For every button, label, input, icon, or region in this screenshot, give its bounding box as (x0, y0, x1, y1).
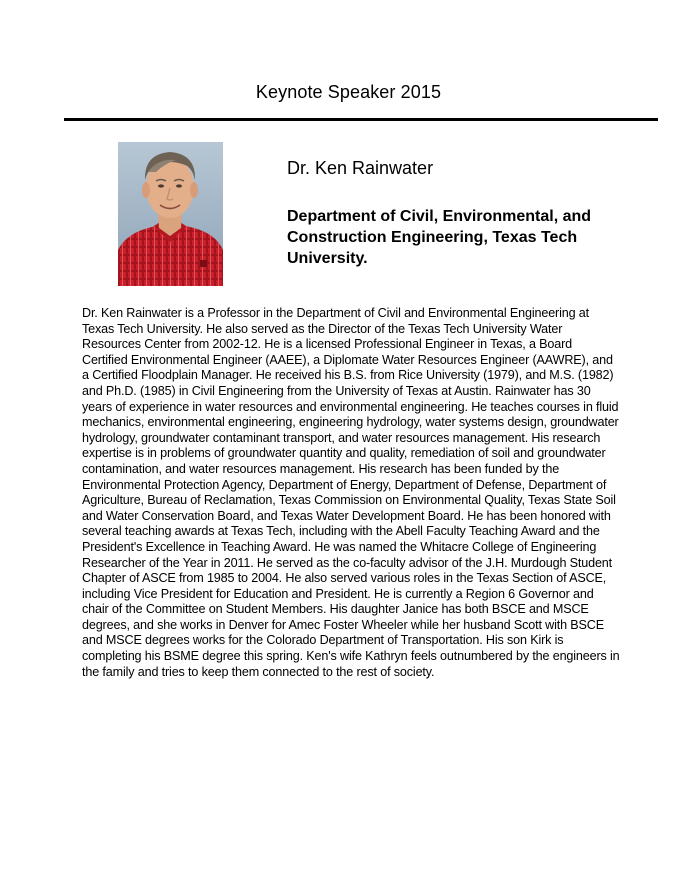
speaker-department: Department of Civil, Environmental, and Construction Engineering, Texas Tech University. (287, 208, 592, 267)
speaker-photo (118, 142, 223, 286)
speaker-biography: Dr. Ken Rainwater is a Professor in the Department of Civil and Environmental Engineering at Texas Tech University. He also served as the Director of the Texas Tech University Water Resources Center from 2002-12. He is a licensed Professional Engineer in Texas, a Board Certified Environmental Engineer (AAEE), a Diplomate Water Resources Engineer (AAWRE), and a Certified Floodplain Manager. He received his B.S. from Rice University (1979), and M.S. (1982) and Ph.D. (1985) in Civil Engineering from the University of Texas at Austin. Rainwater has 30 years of experience in water resources and environmental engineering. He teaches courses in fluid mechanics, environmental engineering, engineering hydrology, water systems design, groundwater hydrology, groundwater contaminant transport, and water resources management. His research expertise is in problems of groundwater quantity and quality, remediation of soil and groundwater contamination, and water resources management. His research has been funded by the Environmental Protection Agency, Department of Energy, Department of Defense, Department of Agriculture, Bureau of Reclamation, Texas Commission on Environmental Quality, Texas State Soil and Water Conservation Board, and Texas Water Development Board. He has been honored with several teaching awards at Texas Tech, including with the Abell Faculty Teaching Award and the President's Excellence in Teaching Award. He was named the Whitacre College of Engineering Researcher of the Year in 2011. He served as the co-faculty advisor of the J.H. Murdough Student Chapter of ASCE from 1985 to 2004. He also served various roles in the Texas Section of ASCE, including Vice President for Education and President. He is currently a Region 6 Governor and chair of the Committee on Student Members. His daughter Janice has both BSCE and MSCE degrees, and she works in Denver for Amec Foster Wheeler while her husband Scott with BSCE and MSCE degrees works for the Colorado Department of Transportation. His son Kirk is completing his BSME degree this spring. Ken's wife Kathryn feels outnumbered by the engineers in the family and tries to keep them connected to the rest of society. (82, 306, 620, 679)
title-divider (64, 118, 658, 121)
portrait-photo-icon (118, 142, 223, 286)
page-title: Keynote Speaker 2015 (255, 82, 442, 102)
speaker-name: Dr. Ken Rainwater (287, 158, 434, 178)
